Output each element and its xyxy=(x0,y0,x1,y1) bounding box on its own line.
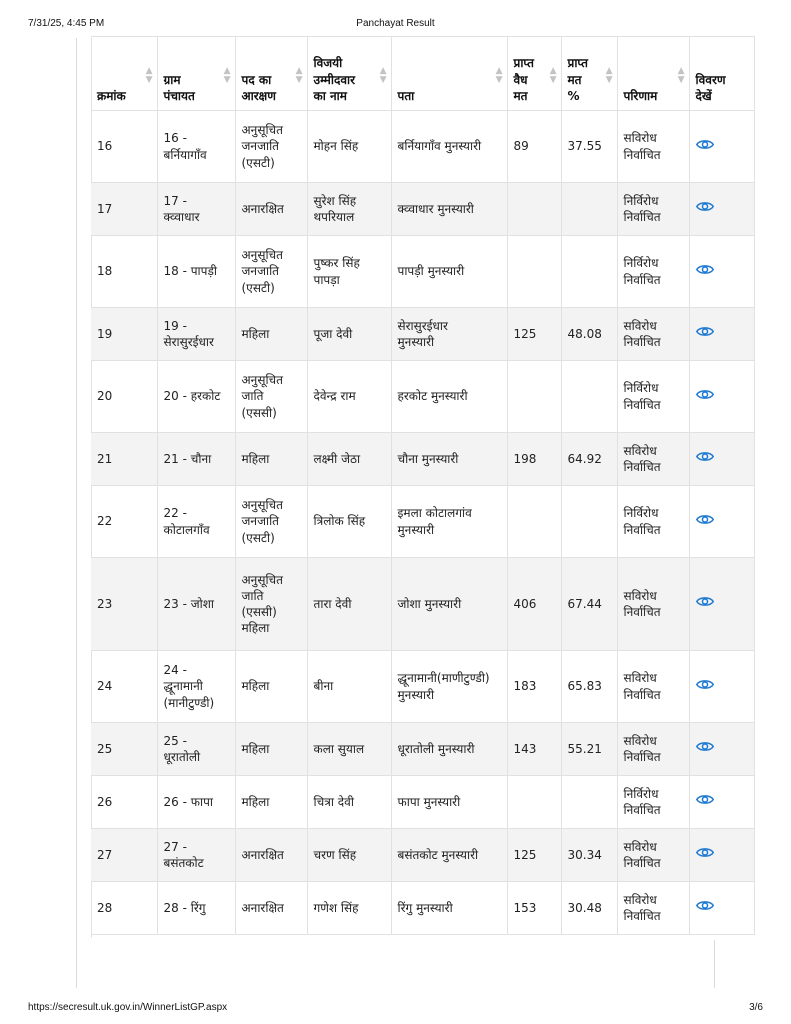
cell-line: निर्वाचित xyxy=(623,605,661,619)
cell-line: पुष्कर सिंह xyxy=(313,256,360,271)
cell-line: महिला xyxy=(241,679,270,694)
cell-result xyxy=(617,829,689,882)
cell-line: पद का xyxy=(241,72,272,87)
cell-view xyxy=(689,486,754,558)
cell-view xyxy=(689,723,754,776)
cell-line: रिंगु मुनस्यारी xyxy=(397,900,453,915)
view-details-eye-icon[interactable] xyxy=(696,846,714,860)
cell-votes xyxy=(507,776,561,829)
sort-arrows-icon: ▲ ▼ xyxy=(145,66,153,85)
cell-view xyxy=(689,651,754,723)
cell-result xyxy=(617,236,689,308)
table-row xyxy=(91,486,754,558)
cell-address xyxy=(391,776,507,829)
cell-line: जाति xyxy=(241,389,264,404)
view-details-eye-icon[interactable] xyxy=(696,595,714,609)
table-row xyxy=(91,111,754,183)
cell-line: चौना मुनस्यारी xyxy=(397,451,459,466)
cell-votes xyxy=(507,183,561,236)
cell-serial: 21 xyxy=(91,433,157,486)
cell-line: निर्वाचित xyxy=(623,803,661,817)
cell-line: महिला xyxy=(241,451,270,466)
cell-line: कोटालगाँव xyxy=(163,522,210,537)
cell-percent: 37.55 xyxy=(561,111,617,183)
cell-percent: 55.21 xyxy=(561,723,617,776)
table-row xyxy=(91,829,754,882)
cell-line: निर्वाचित xyxy=(623,687,661,702)
cell-line: का नाम xyxy=(313,88,347,103)
cell-line: (एसटी) xyxy=(241,280,275,295)
cell-result xyxy=(617,723,689,776)
col-header-serial[interactable] xyxy=(91,37,157,111)
cell-view xyxy=(689,829,754,882)
cell-line: क्व्वाधार xyxy=(163,210,200,224)
view-details-eye-icon[interactable] xyxy=(696,678,714,692)
cell-line: मुनस्यारी xyxy=(397,335,435,349)
cell-address xyxy=(391,236,507,308)
cell-votes: 153 xyxy=(507,882,561,935)
cell-line: मुनस्यारी xyxy=(397,687,435,702)
cell-winner xyxy=(307,433,391,486)
cell-line: महिला xyxy=(241,326,270,341)
cell-line: फापा मुनस्यारी xyxy=(397,794,461,809)
cell-line: ग्राम xyxy=(163,72,181,87)
cell-view xyxy=(689,236,754,308)
cell-votes xyxy=(507,361,561,433)
cell-line: परिणाम xyxy=(623,88,658,103)
cell-line: देवेन्द्र राम xyxy=(313,389,356,404)
print-page-number: 3/6 xyxy=(749,1002,763,1013)
cell-line: त्रिलोक सिंह xyxy=(313,514,366,529)
cell-view xyxy=(689,433,754,486)
cell-line: 28 - रिंगु xyxy=(163,900,206,915)
cell-line: सविरोध xyxy=(623,318,657,333)
cell-line: इमला कोटालगांव xyxy=(397,506,472,521)
cell-percent: 67.44 xyxy=(561,558,617,651)
cell-line: सविरोध xyxy=(623,443,657,458)
cell-result xyxy=(617,486,689,558)
cell-percent xyxy=(561,776,617,829)
cell-line: पंचायत xyxy=(163,88,195,103)
page-border-left xyxy=(76,38,77,988)
cell-votes: 198 xyxy=(507,433,561,486)
cell-panchayat xyxy=(157,776,235,829)
cell-reservation xyxy=(235,486,307,558)
cell-line: निर्वाचित xyxy=(623,147,661,162)
cell-line: द्धूनामानी(माणीटुण्डी) xyxy=(397,671,490,686)
cell-reservation xyxy=(235,361,307,433)
cell-line: थपरियाल xyxy=(313,210,355,224)
cell-percent: 30.48 xyxy=(561,882,617,935)
table-row xyxy=(91,776,754,829)
cell-line: उम्मीदवार xyxy=(313,72,356,87)
cell-percent: 30.34 xyxy=(561,829,617,882)
cell-result xyxy=(617,433,689,486)
cell-line: निर्वाचित xyxy=(623,856,661,870)
cell-line: निर्वाचित xyxy=(623,522,661,537)
cell-line: क्रमांक xyxy=(97,88,126,103)
print-datetime: 7/31/25, 4:45 PM xyxy=(28,18,105,29)
cell-percent xyxy=(561,236,617,308)
cell-line: हरकोट मुनस्यारी xyxy=(397,389,468,404)
cell-line: सविरोध xyxy=(623,733,657,748)
print-url: https://secresult.uk.gov.in/WinnerListGP.aspx xyxy=(28,1002,228,1013)
header-row xyxy=(91,37,754,111)
cell-line: सविरोध xyxy=(623,839,657,854)
table-row xyxy=(91,433,754,486)
col-header-result[interactable] xyxy=(617,37,689,111)
cell-reservation xyxy=(235,723,307,776)
cell-line: महिला xyxy=(241,794,270,809)
cell-line: जनजाति xyxy=(241,264,280,279)
cell-line: बर्नियागाँव xyxy=(163,147,207,162)
cell-line: निर्विरोध xyxy=(623,381,659,396)
cell-view xyxy=(689,111,754,183)
col-header-winner[interactable] xyxy=(307,37,391,111)
cell-line: सविरोध xyxy=(623,131,657,146)
cell-line: कला सुयाल xyxy=(313,741,365,756)
cell-serial: 25 xyxy=(91,723,157,776)
cell-line: सुरेश सिंह xyxy=(313,193,357,208)
view-details-eye-icon[interactable] xyxy=(696,388,714,402)
cell-address xyxy=(391,111,507,183)
cell-votes xyxy=(507,236,561,308)
table-body xyxy=(91,111,754,935)
cell-line: बीना xyxy=(313,679,334,694)
cell-view xyxy=(689,361,754,433)
cell-panchayat xyxy=(157,236,235,308)
cell-reservation xyxy=(235,558,307,651)
cell-panchayat xyxy=(157,361,235,433)
cell-serial: 23 xyxy=(91,558,157,651)
cell-line: निर्विरोध xyxy=(623,786,659,801)
cell-serial: 28 xyxy=(91,882,157,935)
col-header-votes[interactable] xyxy=(507,37,561,111)
cell-result xyxy=(617,308,689,361)
cell-line: विजयी xyxy=(313,56,343,71)
cell-line: द्धूनामानी xyxy=(163,679,203,694)
sort-arrows-icon: ▲ ▼ xyxy=(295,66,303,85)
cell-address xyxy=(391,829,507,882)
cell-panchayat xyxy=(157,308,235,361)
cell-address xyxy=(391,183,507,236)
view-details-eye-icon[interactable] xyxy=(696,740,714,754)
cell-winner xyxy=(307,486,391,558)
cell-line: बसंतकोट xyxy=(163,856,204,870)
cell-line: 24 - xyxy=(163,663,187,678)
cell-address xyxy=(391,486,507,558)
cell-view xyxy=(689,308,754,361)
cell-line: 16 - xyxy=(163,131,187,146)
cell-winner xyxy=(307,723,391,776)
cell-line: पूजा देवी xyxy=(313,326,353,341)
view-details-eye-icon[interactable] xyxy=(696,899,714,913)
cell-serial: 18 xyxy=(91,236,157,308)
cell-serial: 17 xyxy=(91,183,157,236)
sort-arrows-icon: ▲ ▼ xyxy=(677,66,685,85)
cell-reservation xyxy=(235,111,307,183)
cell-line: मत xyxy=(567,72,582,87)
cell-percent: 65.83 xyxy=(561,651,617,723)
cell-line: जनजाति xyxy=(241,514,280,529)
cell-winner xyxy=(307,829,391,882)
cell-winner xyxy=(307,183,391,236)
cell-line: पापड़ा xyxy=(313,272,340,287)
cell-result xyxy=(617,183,689,236)
view-details-eye-icon[interactable] xyxy=(696,450,714,464)
cell-reservation xyxy=(235,776,307,829)
view-details-eye-icon[interactable] xyxy=(696,325,714,339)
cell-line: मत xyxy=(513,88,528,103)
cell-address xyxy=(391,433,507,486)
cell-line: आरक्षण xyxy=(241,88,276,103)
cell-line: सेरासुरईधार xyxy=(163,335,214,349)
page-border-right xyxy=(714,940,715,988)
view-details-eye-icon[interactable] xyxy=(696,263,714,277)
cell-line: (एसटी) xyxy=(241,530,275,545)
cell-address xyxy=(391,308,507,361)
cell-line: महिला xyxy=(241,621,270,636)
cell-line: निर्वाचित xyxy=(623,460,661,474)
cell-address xyxy=(391,651,507,723)
cell-percent: 48.08 xyxy=(561,308,617,361)
cell-line: अनुसूचित xyxy=(241,572,284,587)
cell-winner xyxy=(307,361,391,433)
cell-panchayat xyxy=(157,111,235,183)
cell-line: बर्नियागाँव मुनस्यारी xyxy=(397,139,482,154)
cell-winner xyxy=(307,651,391,723)
view-details-eye-icon[interactable] xyxy=(696,513,714,527)
cell-line: पता xyxy=(397,88,415,103)
cell-line: अनुसूचित xyxy=(241,123,284,138)
cell-percent: 64.92 xyxy=(561,433,617,486)
cell-serial: 24 xyxy=(91,651,157,723)
table-row xyxy=(91,723,754,776)
cell-panchayat xyxy=(157,829,235,882)
cell-line: अनुसूचित xyxy=(241,373,284,388)
cell-result xyxy=(617,776,689,829)
cell-line: अनारक्षित xyxy=(241,900,284,915)
cell-line: प्राप्त xyxy=(513,56,534,71)
cell-line: 25 - xyxy=(163,733,187,748)
cell-result xyxy=(617,111,689,183)
cell-reservation xyxy=(235,651,307,723)
cell-address xyxy=(391,723,507,776)
cell-line: निर्वाचित xyxy=(623,272,661,287)
cell-line: निर्वाचित xyxy=(623,397,661,412)
cell-line: 22 - xyxy=(163,506,187,521)
sort-arrows-icon: ▲ ▼ xyxy=(223,66,231,85)
cell-winner xyxy=(307,236,391,308)
view-details-eye-icon[interactable] xyxy=(696,793,714,807)
cell-line: सविरोध xyxy=(623,892,657,907)
cell-winner xyxy=(307,308,391,361)
cell-reservation xyxy=(235,236,307,308)
cell-line: जोशा मुनस्यारी xyxy=(397,596,462,611)
cell-reservation xyxy=(235,433,307,486)
cell-line: बसंतकोट मुनस्यारी xyxy=(397,847,479,862)
cell-line: 18 - पापड़ी xyxy=(163,264,217,279)
cell-line: चित्रा देवी xyxy=(313,794,354,809)
cell-line: निर्विरोध xyxy=(623,506,659,521)
cell-address xyxy=(391,361,507,433)
col-header-reservation[interactable] xyxy=(235,37,307,111)
cell-panchayat xyxy=(157,882,235,935)
sort-arrows-icon: ▲ ▼ xyxy=(495,66,503,85)
cell-percent xyxy=(561,183,617,236)
cell-line: मुनस्यारी xyxy=(397,522,435,537)
cell-line: जाति xyxy=(241,588,264,603)
cell-winner xyxy=(307,882,391,935)
cell-reservation xyxy=(235,882,307,935)
table-row xyxy=(91,882,754,935)
cell-panchayat xyxy=(157,723,235,776)
cell-votes: 406 xyxy=(507,558,561,651)
cell-reservation xyxy=(235,183,307,236)
cell-line: (मानीटुण्डी) xyxy=(163,695,215,710)
sort-arrows-icon: ▲ ▼ xyxy=(549,66,557,85)
cell-view xyxy=(689,558,754,651)
col-header-view[interactable] xyxy=(689,37,754,111)
cell-line: प्राप्त xyxy=(567,56,588,71)
cell-view xyxy=(689,776,754,829)
winner-list-table xyxy=(91,36,755,935)
cell-line: महिला xyxy=(241,741,270,756)
cell-line: लक्ष्मी जेठा xyxy=(313,451,361,466)
cell-votes: 125 xyxy=(507,829,561,882)
cell-result xyxy=(617,361,689,433)
cell-result xyxy=(617,651,689,723)
cell-line: 20 - हरकोट xyxy=(163,389,221,404)
col-header-percent[interactable] xyxy=(561,37,617,111)
cell-panchayat xyxy=(157,558,235,651)
cell-line: अनुसूचित xyxy=(241,498,284,513)
cell-panchayat xyxy=(157,486,235,558)
table-row xyxy=(91,361,754,433)
cell-line: देखें xyxy=(695,88,712,103)
cell-line: 17 - xyxy=(163,193,187,208)
cell-view xyxy=(689,882,754,935)
cell-line: 21 - चौना xyxy=(163,451,212,466)
table-row xyxy=(91,558,754,651)
cell-line: 26 - फापा xyxy=(163,794,214,809)
table-header xyxy=(91,37,754,111)
view-details-eye-icon[interactable] xyxy=(696,138,714,152)
cell-panchayat xyxy=(157,433,235,486)
cell-line: (एससी) xyxy=(241,405,277,420)
cell-winner xyxy=(307,111,391,183)
cell-votes: 143 xyxy=(507,723,561,776)
table-row xyxy=(91,308,754,361)
cell-line: निर्वाचित xyxy=(623,335,661,349)
cell-line: धूरातोली मुनस्यारी xyxy=(397,741,475,756)
cell-result xyxy=(617,882,689,935)
cell-serial: 22 xyxy=(91,486,157,558)
cell-votes: 183 xyxy=(507,651,561,723)
cell-serial: 26 xyxy=(91,776,157,829)
cell-winner xyxy=(307,776,391,829)
cell-line: विवरण xyxy=(695,72,726,87)
cell-line: सविरोध xyxy=(623,588,657,603)
cell-percent xyxy=(561,486,617,558)
cell-percent xyxy=(561,361,617,433)
cell-line: अनारक्षित xyxy=(241,847,284,862)
cell-line: % xyxy=(567,88,580,103)
cell-line: 19 - xyxy=(163,318,187,333)
table-row xyxy=(91,236,754,308)
sort-arrows-icon: ▲ ▼ xyxy=(605,66,613,85)
print-page-title: Panchayat Result xyxy=(356,18,435,29)
cell-line: जनजाति xyxy=(241,139,280,154)
cell-line: निर्विरोध xyxy=(623,193,659,208)
cell-line: अनारक्षित xyxy=(241,201,284,216)
cell-reservation xyxy=(235,829,307,882)
cell-line: मोहन सिंह xyxy=(313,139,359,154)
cell-address xyxy=(391,558,507,651)
cell-line: 27 - xyxy=(163,839,187,854)
cell-votes: 125 xyxy=(507,308,561,361)
cell-line: सेरासुरईधार xyxy=(397,318,448,333)
cell-serial: 16 xyxy=(91,111,157,183)
cell-serial: 27 xyxy=(91,829,157,882)
cell-panchayat xyxy=(157,183,235,236)
cell-result xyxy=(617,558,689,651)
cell-panchayat xyxy=(157,651,235,723)
cell-line: निर्विरोध xyxy=(623,256,659,271)
col-header-address[interactable] xyxy=(391,37,507,111)
cell-votes: 89 xyxy=(507,111,561,183)
col-header-panchayat[interactable] xyxy=(157,37,235,111)
cell-line: क्व्वाधार मुनस्यारी xyxy=(397,201,474,216)
cell-line: वैध xyxy=(513,72,528,87)
cell-reservation xyxy=(235,308,307,361)
cell-line: तारा देवी xyxy=(313,596,352,611)
cell-line: सविरोध xyxy=(623,671,657,686)
cell-line: धूरातोली xyxy=(163,750,201,764)
cell-line: निर्वाचित xyxy=(623,909,661,923)
cell-winner xyxy=(307,558,391,651)
cell-line: (एसटी) xyxy=(241,155,275,170)
table-row xyxy=(91,183,754,236)
cell-line: गणेश सिंह xyxy=(313,900,359,915)
sort-arrows-icon: ▲ ▼ xyxy=(379,66,387,85)
cell-line: 23 - जोशा xyxy=(163,596,215,611)
cell-serial: 20 xyxy=(91,361,157,433)
cell-line: निर्वाचित xyxy=(623,750,661,764)
cell-line: (एससी) xyxy=(241,605,277,619)
cell-line: अनुसूचित xyxy=(241,248,284,263)
cell-view xyxy=(689,183,754,236)
cell-line: पापड़ी मुनस्यारी xyxy=(397,264,465,279)
cell-line: चरण सिंह xyxy=(313,847,357,862)
cell-serial: 19 xyxy=(91,308,157,361)
cell-votes xyxy=(507,486,561,558)
view-details-eye-icon[interactable] xyxy=(696,200,714,214)
table-row xyxy=(91,651,754,723)
cell-address xyxy=(391,882,507,935)
cell-line: निर्वाचित xyxy=(623,210,661,224)
